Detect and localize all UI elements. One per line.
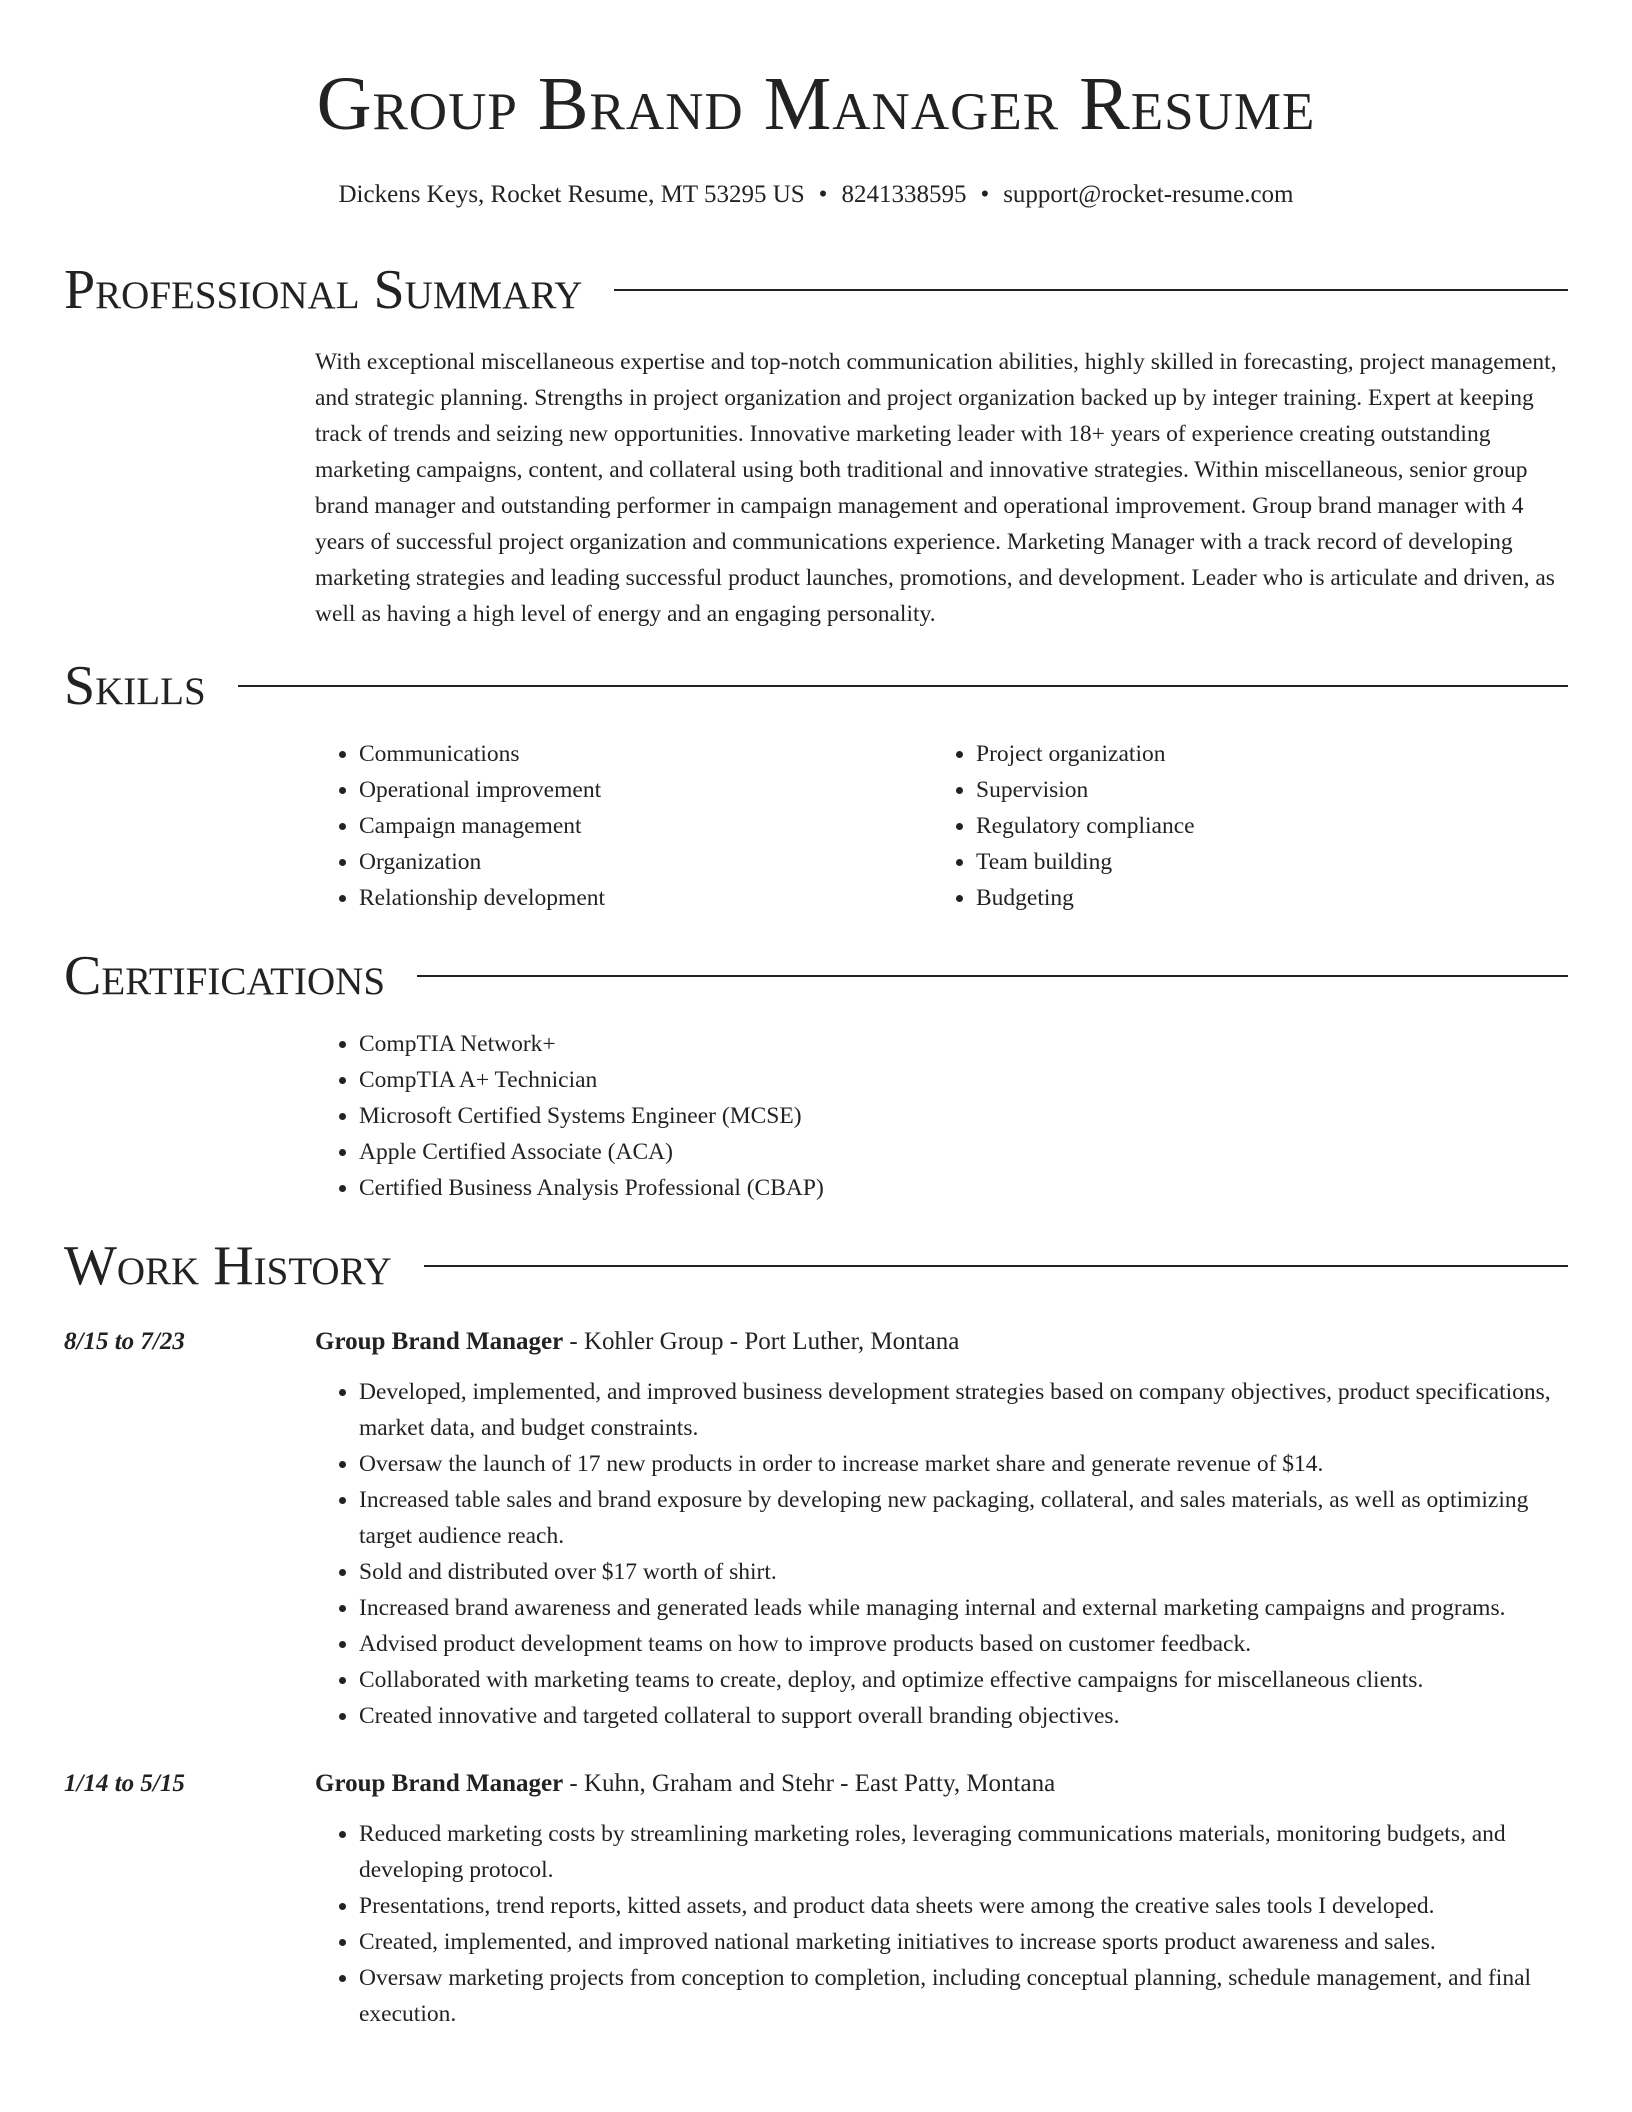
- section-divider: [417, 975, 1568, 977]
- section-divider: [614, 289, 1568, 291]
- skill-item: • Organization: [359, 844, 932, 880]
- summary-section-header: [64, 258, 1568, 322]
- job-bullet: • Created, implemented, and improved national marketing initiatives to increase sports product awareness and sales.: [359, 1924, 1568, 1960]
- skill-item: • Regulatory compliance: [976, 808, 1549, 844]
- certification-item: • CompTIA A+ Technician: [359, 1062, 1568, 1098]
- section-title-skills: Skills: [64, 655, 206, 717]
- job-bullets: [315, 1374, 1568, 1734]
- skill-item: • Communications: [359, 736, 932, 772]
- skills-list: [315, 736, 1568, 916]
- job-bullet: • Oversaw the launch of 17 new products in order to increase market share and generate revenue of $14.: [359, 1446, 1568, 1482]
- certification-item: • Microsoft Certified Systems Engineer (MCSE): [359, 1098, 1568, 1134]
- job-dates: 8/15 to 7/23: [64, 1328, 185, 1355]
- skill-item: • Campaign management: [359, 808, 932, 844]
- job-title: Group Brand Manager: [315, 1770, 564, 1797]
- section-title-summary: Professional Summary: [64, 259, 583, 321]
- section-divider: [424, 1265, 1568, 1267]
- certification-item: • CompTIA Network+: [359, 1026, 1568, 1062]
- skills-section-header: [64, 654, 1568, 718]
- certifications-section-header: [64, 944, 1568, 1008]
- skill-item: • Operational improvement: [359, 772, 932, 808]
- job-entry: [64, 1324, 1568, 1360]
- skill-item: • Supervision: [976, 772, 1549, 808]
- job-bullets: [315, 1816, 1568, 2032]
- skills-column-right: [932, 736, 1549, 916]
- job-bullet: • Collaborated with marketing teams to create, deploy, and optimize effective campaigns for miscellaneous clients.: [359, 1662, 1568, 1698]
- skill-item: • Relationship development: [359, 880, 932, 916]
- job-bullet: • Reduced marketing costs by streamlining marketing roles, leveraging communications materials, monitoring budgets, and developing protocol.: [359, 1816, 1568, 1888]
- job-bullet: • Created innovative and targeted collateral to support overall branding objectives.: [359, 1698, 1568, 1734]
- job-role: [315, 1324, 959, 1360]
- resume-title: Group Brand Manager Resume: [316, 62, 1316, 146]
- job-title: Group Brand Manager: [315, 1328, 564, 1355]
- contact-line: [64, 178, 1568, 212]
- certifications-list: [315, 1026, 1568, 1206]
- skill-item: • Team building: [976, 844, 1549, 880]
- contact-address: Dickens Keys, Rocket Resume, MT 53295 US: [338, 181, 805, 208]
- job-bullet: • Increased table sales and brand exposure by developing new packaging, collateral, and sales materials, as well as optimizing target audience reach.: [359, 1482, 1568, 1554]
- summary-text: With exceptional miscellaneous expertise and top-notch communication abilities, highly skilled in forecasting, project management, and strategic planning. Strengths in project organization and project organization backed up by integer training. Expert at keeping track of trends and seizing new opportunities. Innovative marketing leader with 18+ years of experience creating outstanding marketing campaigns, content, and collateral using both traditional and innovative strategies. Within miscellaneous, senior group brand manager and outstanding performer in campaign management and operational improvement. Group brand manager with 4 years of successful project organization and communications experience. Marketing Manager with a track record of developing marketing strategies and leading successful product launches, promotions, and development. Leader who is articulate and driven, as well as having a high level of energy and an engaging personality.: [315, 349, 1557, 627]
- work-history-section-header: [64, 1234, 1568, 1298]
- job-entry: [64, 1766, 1568, 1802]
- skill-item: • Budgeting: [976, 880, 1549, 916]
- job-bullet: • Increased brand awareness and generated leads while managing internal and external marketing campaigns and programs.: [359, 1590, 1568, 1626]
- job-role: [315, 1766, 1055, 1802]
- certification-item: • Certified Business Analysis Professional (CBAP): [359, 1170, 1568, 1206]
- job-bullet: • Sold and distributed over $17 worth of shirt.: [359, 1554, 1568, 1590]
- contact-phone: 8241338595: [841, 181, 967, 208]
- resume-page: [64, 0, 1568, 2032]
- contact-separator: •: [818, 181, 828, 208]
- job-dates: 1/14 to 5/15: [64, 1770, 185, 1797]
- job-company: - Kohler Group - Port Luther, Montana: [563, 1328, 960, 1355]
- job-bullet: • Advised product development teams on how to improve products based on customer feedback.: [359, 1626, 1568, 1662]
- skill-item: • Project organization: [976, 736, 1549, 772]
- contact-separator: •: [980, 181, 990, 208]
- job-bullet: • Developed, implemented, and improved business development strategies based on company objectives, product specifications, market data, and budget constraints.: [359, 1374, 1568, 1446]
- contact-email: support@rocket-resume.com: [1003, 181, 1294, 208]
- job-bullet: • Oversaw marketing projects from conception to completion, including conceptual planning, schedule management, and final execution.: [359, 1960, 1568, 2032]
- section-title-certifications: Certifications: [64, 945, 386, 1007]
- section-divider: [238, 685, 1568, 687]
- section-title-work-history: Work History: [64, 1235, 392, 1297]
- job-bullet: • Presentations, trend reports, kitted assets, and product data sheets were among the creative sales tools I developed.: [359, 1888, 1568, 1924]
- job-company: - Kuhn, Graham and Stehr - East Patty, Montana: [563, 1770, 1056, 1797]
- certification-item: • Apple Certified Associate (ACA): [359, 1134, 1568, 1170]
- skills-column-left: [315, 736, 932, 916]
